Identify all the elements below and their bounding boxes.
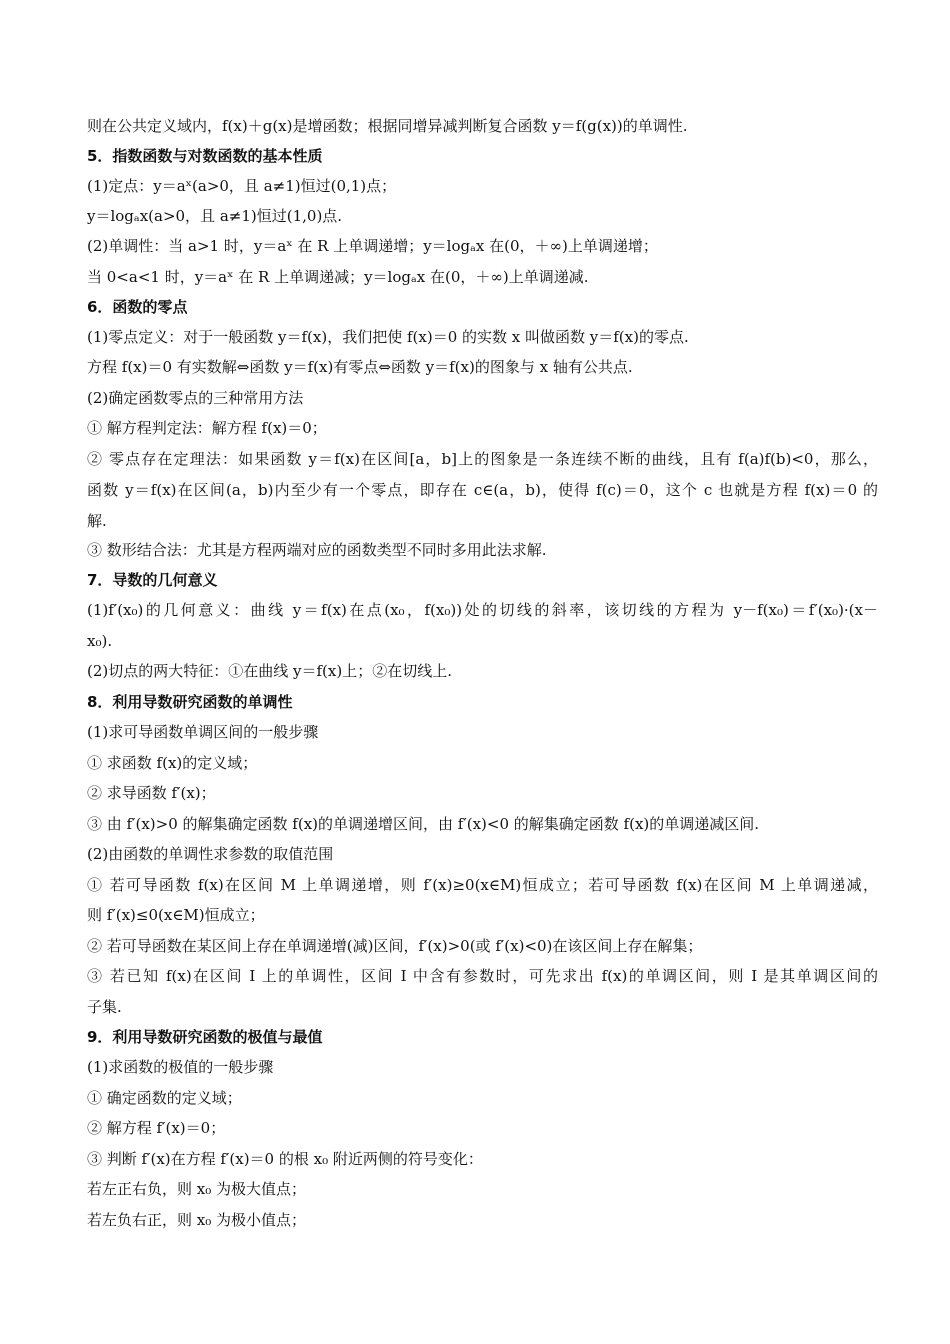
text-line: 当 0<a<1 时，y＝aˣ 在 R 上单调递减；y＝logₐx 在(0，＋∞)上单调递减. [87, 268, 589, 286]
text-line: ③ 若已知 f(x)在区间 I 上的单调性，区间 I 中含有参数时，可先求出 f(x)的单调区间，则 I 是其单调区间的 [87, 967, 878, 985]
text-line: 则 f′(x)≤0(x∈M)恒成立； [87, 906, 265, 924]
text-line: (2)单调性：当 a>1 时，y＝aˣ 在 R 上单调递增；y＝logₐx 在(0，＋∞)上单调递增； [87, 237, 658, 255]
text-line: ① 若可导函数 f(x)在区间 M 上单调递增，则 f′(x)≥0(x∈M)恒成立；若可导函数 f(x)在区间 M 上单调递减， [87, 876, 878, 894]
text-line: y＝logₐx(a>0，且 a≠1)恒过(1,0)点. [87, 207, 343, 225]
text-line: 子集. [87, 998, 122, 1016]
text-line: ③ 判断 f′(x)在方程 f′(x)＝0 的根 x₀ 附近两侧的符号变化： [87, 1150, 483, 1168]
text-line: (1)求可导函数单调区间的一般步骤 [87, 723, 319, 741]
text-line: ③ 由 f′(x)>0 的解集确定函数 f(x)的单调递增区间，由 f′(x)<0 的解集确定函数 f(x)的单调递减区间. [87, 815, 760, 833]
text-line: 若左正右负，则 x₀ 为极大值点； [87, 1180, 307, 1198]
text-line: ② 求导函数 f′(x)； [87, 784, 216, 802]
text-line: (1)f′(x₀)的几何意义：曲线 y＝f(x)在点(x₀，f(x₀))处的切线的斜率，该切线的方程为 y－f(x₀)＝f′(x₀)·(x－ [87, 601, 878, 619]
text-line: (2)确定函数零点的三种常用方法 [87, 389, 304, 407]
section-heading: 8．利用导数研究函数的单调性 [87, 693, 293, 711]
text-line: ① 确定函数的定义域； [87, 1089, 242, 1107]
text-line: 若左负右正，则 x₀ 为极小值点； [87, 1211, 307, 1229]
section-heading: 7．导数的几何意义 [87, 571, 218, 589]
text-line: (2)由函数的单调性求参数的取值范围 [87, 845, 334, 863]
text-line: ① 解方程判定法：解方程 f(x)＝0； [87, 419, 327, 437]
text-line: ③ 数形结合法：尤其是方程两端对应的函数类型不同时多用此法求解. [87, 541, 547, 559]
text-line: (1)定点：y＝aˣ(a>0，且 a≠1)恒过(0,1)点； [87, 177, 397, 195]
text-line: ② 解方程 f′(x)＝0； [87, 1119, 226, 1137]
text-line: (1)求函数的极值的一般步骤 [87, 1058, 274, 1076]
text-line: ② 零点存在定理法：如果函数 y＝f(x)在区间[a，b]上的图象是一条连续不断的曲线，且有 f(a)f(b)<0，那么， [87, 450, 878, 468]
section-heading: 5．指数函数与对数函数的基本性质 [87, 147, 323, 165]
text-line: 方程 f(x)＝0 有实数解⇔函数 y＝f(x)有零点⇔函数 y＝f(x)的图象与 x 轴有公共点. [87, 358, 633, 376]
section-heading: 9．利用导数研究函数的极值与最值 [87, 1028, 323, 1046]
text-line: 则在公共定义域内，f(x)＋g(x)是增函数；根据同增异减判断复合函数 y＝f(g(x))的单调性. [87, 117, 688, 135]
text-line: ① 求函数 f(x)的定义域； [87, 754, 258, 772]
text-line: (1)零点定义：对于一般函数 y＝f(x)，我们把使 f(x)＝0 的实数 x 叫做函数 y＝f(x)的零点. [87, 328, 689, 346]
text-line: ② 若可导函数在某区间上存在单调递增(减)区间，f′(x)>0(或 f′(x)<0)在该区间上存在解集； [87, 937, 703, 955]
text-line: x₀). [87, 632, 113, 650]
text-line: 函数 y＝f(x)在区间(a，b)内至少有一个零点，即存在 c∈(a，b)，使得 f(c)＝0，这个 c 也就是方程 f(x)＝0 的 [87, 481, 878, 499]
text-line: (2)切点的两大特征：①在曲线 y＝f(x)上；②在切线上. [87, 662, 452, 680]
text-line: 解. [87, 512, 107, 530]
section-heading: 6．函数的零点 [87, 298, 188, 316]
